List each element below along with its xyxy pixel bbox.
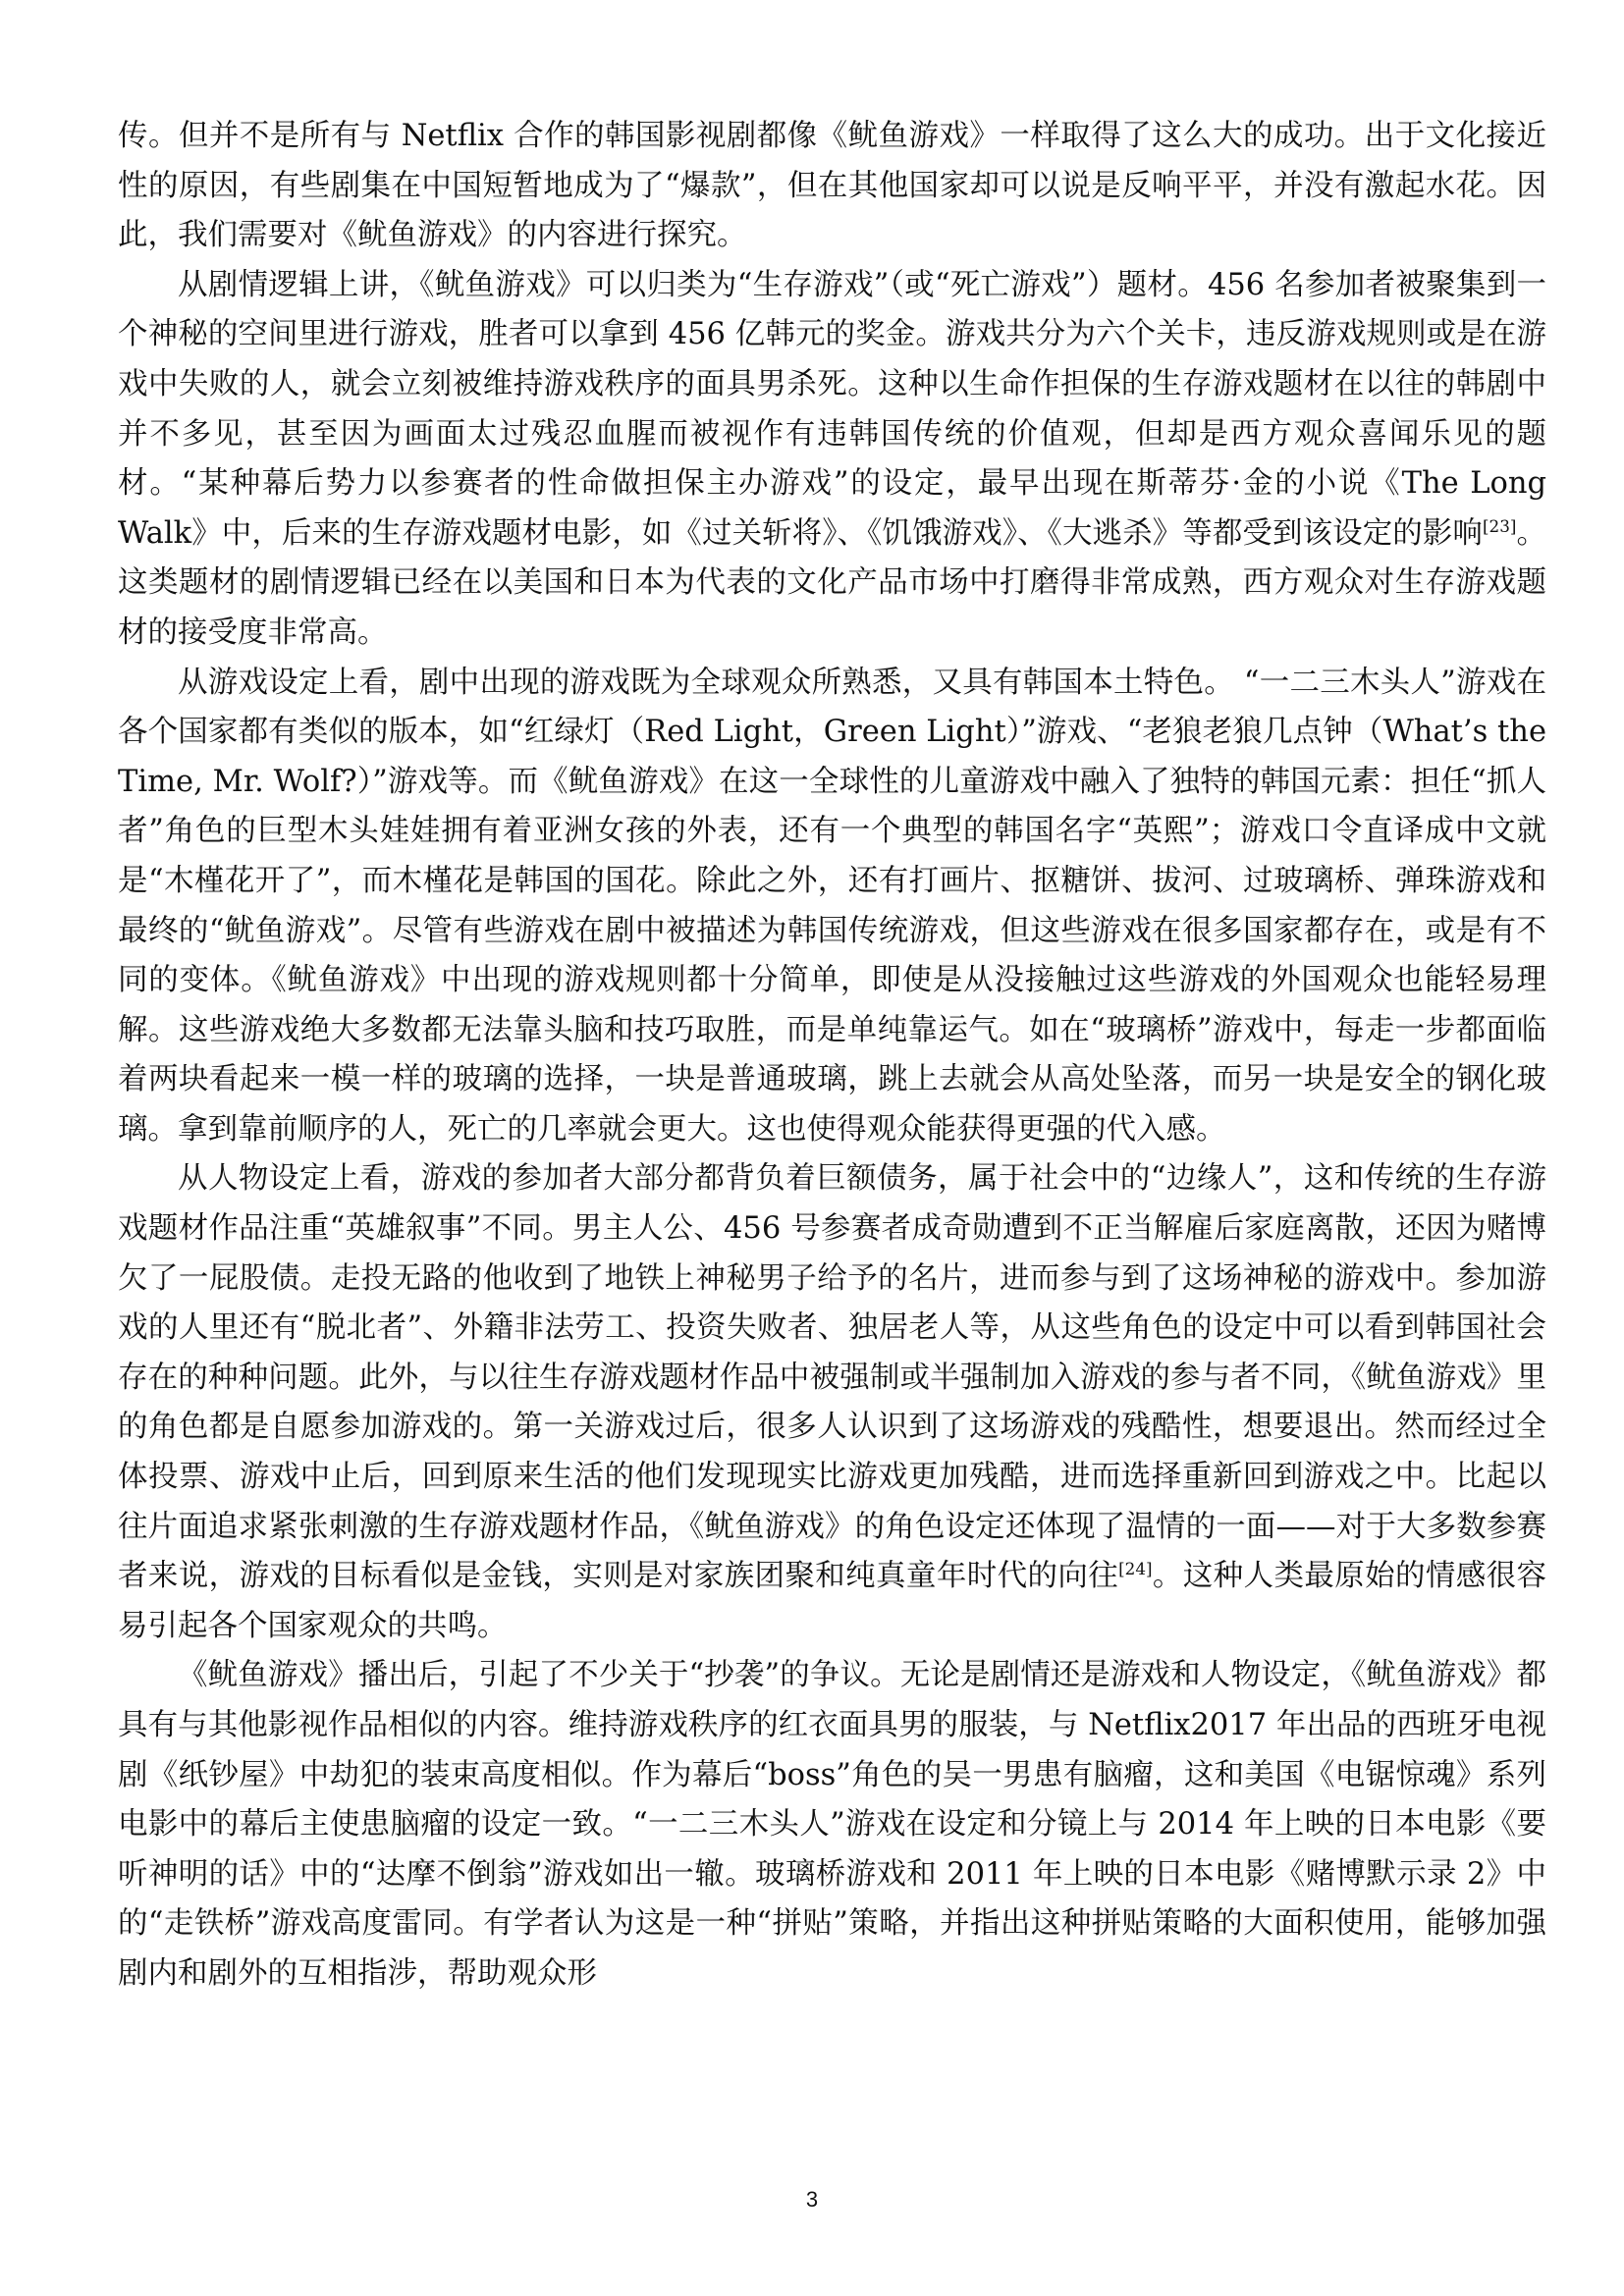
paragraph-4 [118,1154,1546,1651]
paragraph-1 [118,112,1546,261]
paragraph-3 [118,659,1546,1155]
paragraph-4-text-a: 从人物设定上看，游戏的参加者大部分都背负着巨额债务，属于社会中的“边缘人”，这和传统的生存游戏题材作品注重“英雄叙事”不同。男主人公、456 号参赛者成奇勋遭到不正当解雇后家庭离散，还因为赌博欠了一屁股债。走投无路的他收到了地铁上神秘男子给予的名片，进而参与到了这场神秘的游戏中。参加游戏的人里还有“脱北者”、外籍非法劳工、投资失败者、独居老人等，从这些角色的设定中可以看到韩国社会存在的种种问题。此外，与以往生存游戏题材作品中被强制或半强制加入游戏的参与者不同，《鱿鱼游戏》里的角色都是自愿参加游戏的。第一关游戏过后，很多人认识到了这场游戏的残酷性，想要退出。然而经过全体投票、游戏中止后，回到原来生活的他们发现现实比游戏更加残酷，进而选择重新回到游戏之中。比起以往片面追求紧张刺激的生存游戏题材作品，《鱿鱼游戏》的角色设定还体现了温情的一面——对于大多数参赛者来说，游戏的目标看似是金钱，实则是对家族团聚和纯真童年时代的向往 [118,1161,1546,1594]
citation-24: [24] [1118,1559,1153,1579]
paragraph-2-text-a: 从剧情逻辑上讲，《鱿鱼游戏》可以归类为“生存游戏”（或“死亡游戏”）题材。456 名参加者被聚集到一个神秘的空间里进行游戏，胜者可以拿到 456 亿韩元的奖金。游戏共分为六个关卡，违反游戏规则或是在游戏中失败的人，就会立刻被维持游戏秩序的面具男杀死。这种以生命作担保的生存游戏题材在以往的韩剧中并不多见，甚至因为画面太过残忍血腥而被视作有违韩国传统的价值观，但却是西方观众喜闻乐见的题材。“某种幕后势力以参赛者的性命做担保主办游戏”的设定，最早出现在斯蒂芬·金的小说《The Long Walk》中，后来的生存游戏题材电影，如《过关斩将》、《饥饿游戏》、《大逃杀》等都受到该设定的影响 [118,267,1546,551]
paragraph-2 [118,261,1546,659]
paragraph-2-text-b: 。这类题材的剧情逻辑已经在以美国和日本为代表的文化产品市场中打磨得非常成熟，西方观众对生存游戏题材的接受度非常高。 [118,515,1546,650]
paragraph-1-text: 传。但并不是所有与 Netflix 合作的韩国影视剧都像《鱿鱼游戏》一样取得了这么大的成功。出于文化接近性的原因，有些剧集在中国短暂地成为了“爆款”，但在其他国家却可以说是反响平平，并没有激起水花。因此，我们需要对《鱿鱼游戏》的内容进行探究。 [118,119,1546,253]
paragraph-3-text: 从游戏设定上看，剧中出现的游戏既为全球观众所熟悉，又具有韩国本土特色。 “一二三木头人”游戏在各个国家都有类似的版本，如“红绿灯（Red Light，Green Light）”游戏、“老狼老狼几点钟（What’s the Time, Mr. Wolf?）”游戏等。而《鱿鱼游戏》在这一全球性的儿童游戏中融入了独特的韩国元素：担任“抓人者”角色的巨型木头娃娃拥有着亚洲女孩的外表，还有一个典型的韩国名字“英熙”；游戏口令直译成中文就是“木槿花开了”，而木槿花是韩国的国花。除此之外，还有打画片、抠糖饼、拔河、过玻璃桥、弹珠游戏和最终的“鱿鱼游戏”。尽管有些游戏在剧中被描述为韩国传统游戏，但这些游戏在很多国家都存在，或是有不同的变体。《鱿鱼游戏》中出现的游戏规则都十分简单，即使是从没接触过这些游戏的外国观众也能轻易理解。这些游戏绝大多数都无法靠头脑和技巧取胜，而是单纯靠运气。如在“玻璃桥”游戏中，每走一步都面临着两块看起来一模一样的玻璃的选择，一块是普通玻璃，跳上去就会从高处坠落，而另一块是安全的钢化玻璃。拿到靠前顺序的人，死亡的几率就会更大。这也使得观众能获得更强的代入感。 [118,665,1546,1147]
paragraph-5 [118,1651,1546,1999]
page-number: 3 [805,2187,819,2212]
paragraph-4-text-b: 。这种人类最原始的情感很容易引起各个国家观众的共鸣。 [118,1559,1546,1643]
paragraph-5-text: 《鱿鱼游戏》播出后，引起了不少关于“抄袭”的争议。无论是剧情还是游戏和人物设定，《鱿鱼游戏》都具有与其他影视作品相似的内容。维持游戏秩序的红衣面具男的服装，与 Netflix2017 年出品的西班牙电视剧《纸钞屋》中劫犯的装束高度相似。作为幕后“boss”角色的吴一男患有脑瘤，这和美国《电锯惊魂》系列电影中的幕后主使患脑瘤的设定一致。“一二三木头人”游戏在设定和分镜上与 2014 年上映的日本电影《要听神明的话》中的“达摩不倒翁”游戏如出一辙。玻璃桥游戏和 2011 年上映的日本电影《赌博默示录 2》中的“走铁桥”游戏高度雷同。有学者认为这是一种“拼贴”策略，并指出这种拼贴策略的大面积使用，能够加强剧内和剧外的互相指涉，帮助观众形 [118,1658,1546,1991]
citation-23: [23] [1483,515,1517,536]
body-text [118,112,1546,2000]
